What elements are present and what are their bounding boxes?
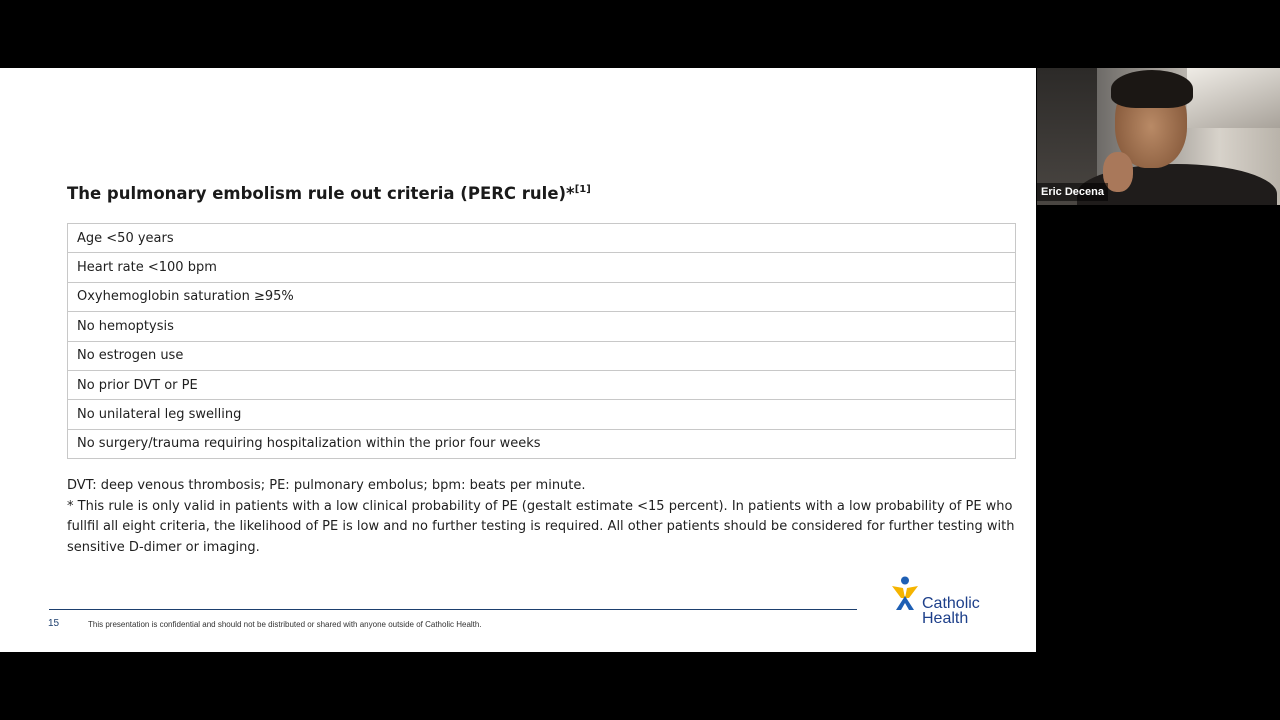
criteria-cell: No prior DVT or PE — [68, 370, 1016, 399]
logo-line-1: Catholic — [922, 595, 980, 612]
perc-criteria-table — [67, 223, 1016, 459]
table-row — [68, 282, 1016, 311]
slide-title — [67, 184, 591, 203]
table-row — [68, 370, 1016, 399]
slide-notes — [67, 476, 1035, 558]
title-reference: [1] — [574, 183, 591, 195]
catholic-health-logo-icon — [890, 576, 920, 612]
footnote-text: * This rule is only valid in patients with a low clinical probability of PE (gestalt estimate <15 percent). In patients with a low probability of PE who fullfil all eight criteria, the likelihood of PE is low and no further testing is required. All other patients should be considered for further testing with sensitive D-dimer or imaging. — [67, 498, 1015, 555]
table-row — [68, 312, 1016, 341]
footer-divider — [49, 609, 857, 610]
criteria-cell: Oxyhemoglobin saturation ≥95% — [68, 282, 1016, 311]
criteria-cell: No surgery/trauma requiring hospitalization within the prior four weeks — [68, 429, 1016, 458]
logo-line-2: Health — [922, 610, 969, 627]
slide-title-text: The pulmonary embolism rule out criteria (PERC rule)* — [67, 184, 575, 203]
confidential-notice: This presentation is confidential and should not be distributed or shared with anyone outside of Catholic Health. — [88, 620, 482, 629]
table-row — [68, 341, 1016, 370]
participant-hair — [1111, 70, 1193, 108]
criteria-cell: Heart rate <100 bpm — [68, 253, 1016, 282]
table-row — [68, 400, 1016, 429]
participant-name-tag: Eric Decena — [1037, 183, 1108, 201]
table-row — [68, 253, 1016, 282]
table-row — [68, 429, 1016, 458]
participant-video-tile[interactable] — [1037, 68, 1280, 205]
abbreviations-text: DVT: deep venous thrombosis; PE: pulmonary embolus; bpm: beats per minute. — [67, 478, 586, 493]
criteria-cell: Age <50 years — [68, 224, 1016, 253]
criteria-cell: No estrogen use — [68, 341, 1016, 370]
criteria-cell: No unilateral leg swelling — [68, 400, 1016, 429]
presentation-slide — [0, 68, 1036, 652]
page-number: 15 — [48, 618, 60, 629]
video-background-ceiling — [1187, 68, 1280, 128]
catholic-health-logo — [890, 576, 1000, 630]
table-row — [68, 224, 1016, 253]
criteria-cell: No hemoptysis — [68, 312, 1016, 341]
logo-wordmark — [922, 596, 980, 626]
